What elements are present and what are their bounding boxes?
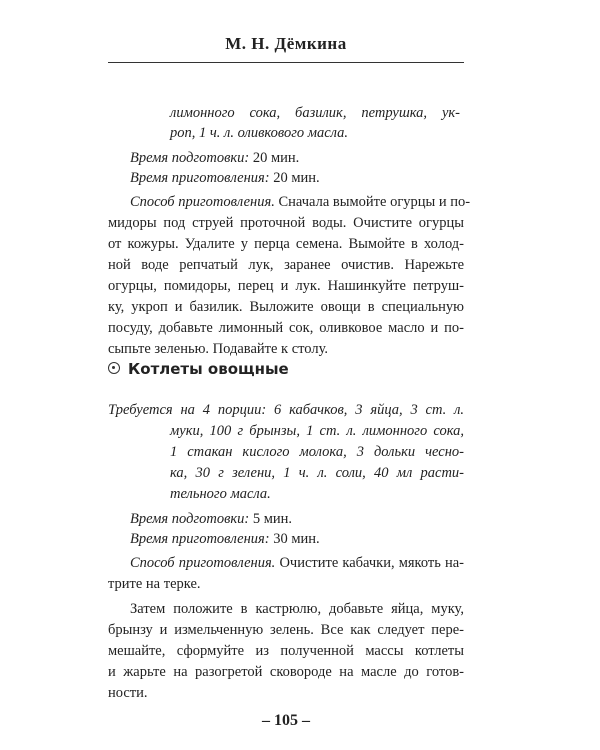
cook-time [130, 529, 486, 549]
method-line: ной воде репчатый лук, заранее очистив. Нарежьте [108, 257, 464, 273]
prep-time-value: 5 мин. [252, 511, 293, 527]
cook-time-value: 30 мин. [273, 531, 320, 547]
method-line: мидоры под струей проточной воды. Очистите огурцы [108, 215, 464, 231]
method-text: Сначала вымойте огурцы и по- [278, 194, 471, 210]
paragraph-line: брынзу и измельченную зелень. Все как следует пере- [108, 622, 464, 638]
method-label: Способ приготовления. [130, 194, 275, 210]
cook-time [130, 168, 486, 188]
paragraph-line: Затем положите в кастрюлю, добавьте яйца, муку, [130, 601, 464, 617]
ingredients-line: 1 стакан кислого молока, 3 дольки чесно- [170, 444, 464, 460]
cook-time-label: Время приготовления: [130, 531, 270, 547]
method-label: Способ приготовления. [130, 555, 276, 571]
running-header: М. Н. Дёмкина [225, 34, 347, 53]
prep-time-label: Время подготовки: [130, 511, 250, 527]
cook-time-value: 20 мин. [273, 170, 320, 186]
paragraph-line: ности. [108, 685, 148, 701]
prep-time-value: 20 мин. [252, 150, 300, 166]
needs-first-line [108, 400, 464, 420]
paragraph-line: мешайте, сформуйте из полученной массы котлеты [108, 643, 464, 659]
ingredients-line: муки, 100 г брынзы, 1 ст. л. лимонного сока, [170, 423, 464, 439]
method-line: посуду, добавьте лимонный сок, оливковое масло и по- [108, 320, 464, 336]
prep-time [130, 509, 486, 529]
method-line: огурцы, помидоры, перец и лук. Нашинкуйте петруш- [108, 278, 464, 294]
cook-time-label: Время приготовления: [130, 170, 270, 186]
method-line: ку, укроп и базилик. Выложите овощи в специальную [108, 299, 464, 315]
method-first-line [130, 192, 471, 212]
prep-time [130, 148, 486, 168]
bullet-icon [108, 362, 120, 374]
recipe-title: Котлеты овощные [128, 360, 289, 378]
method-line: от кожуры. Удалите у перца семена. Вымойте в холод- [108, 236, 464, 252]
ingredients-line: лимонного сока, базилик, петрушка, ук- [170, 105, 460, 121]
method-line: сыпьте зеленью. Подавайте к столу. [108, 341, 329, 357]
method-line: трите на терке. [108, 576, 201, 592]
ingredients-line: ка, 30 г зелени, 1 ч. л. соли, 40 мл расти- [170, 465, 464, 481]
paragraph-line: и жарьте на разогретой сковороде на масле до готов- [108, 664, 464, 680]
needs-text: на 4 порции: 6 кабачков, 3 яйца, 3 ст. л. [180, 402, 465, 418]
method-first-line [130, 553, 464, 573]
method-text: Очистите кабачки, мякоть на- [279, 555, 465, 571]
ingredients-line: тельного масла. [170, 486, 271, 502]
needs-label: Требуется [108, 402, 173, 418]
ingredients-line: роп, 1 ч. л. оливкового масла. [170, 125, 349, 141]
header-rule [108, 62, 464, 63]
prep-time-label: Время подготовки: [130, 150, 250, 166]
page-number: – 105 – [262, 712, 310, 729]
